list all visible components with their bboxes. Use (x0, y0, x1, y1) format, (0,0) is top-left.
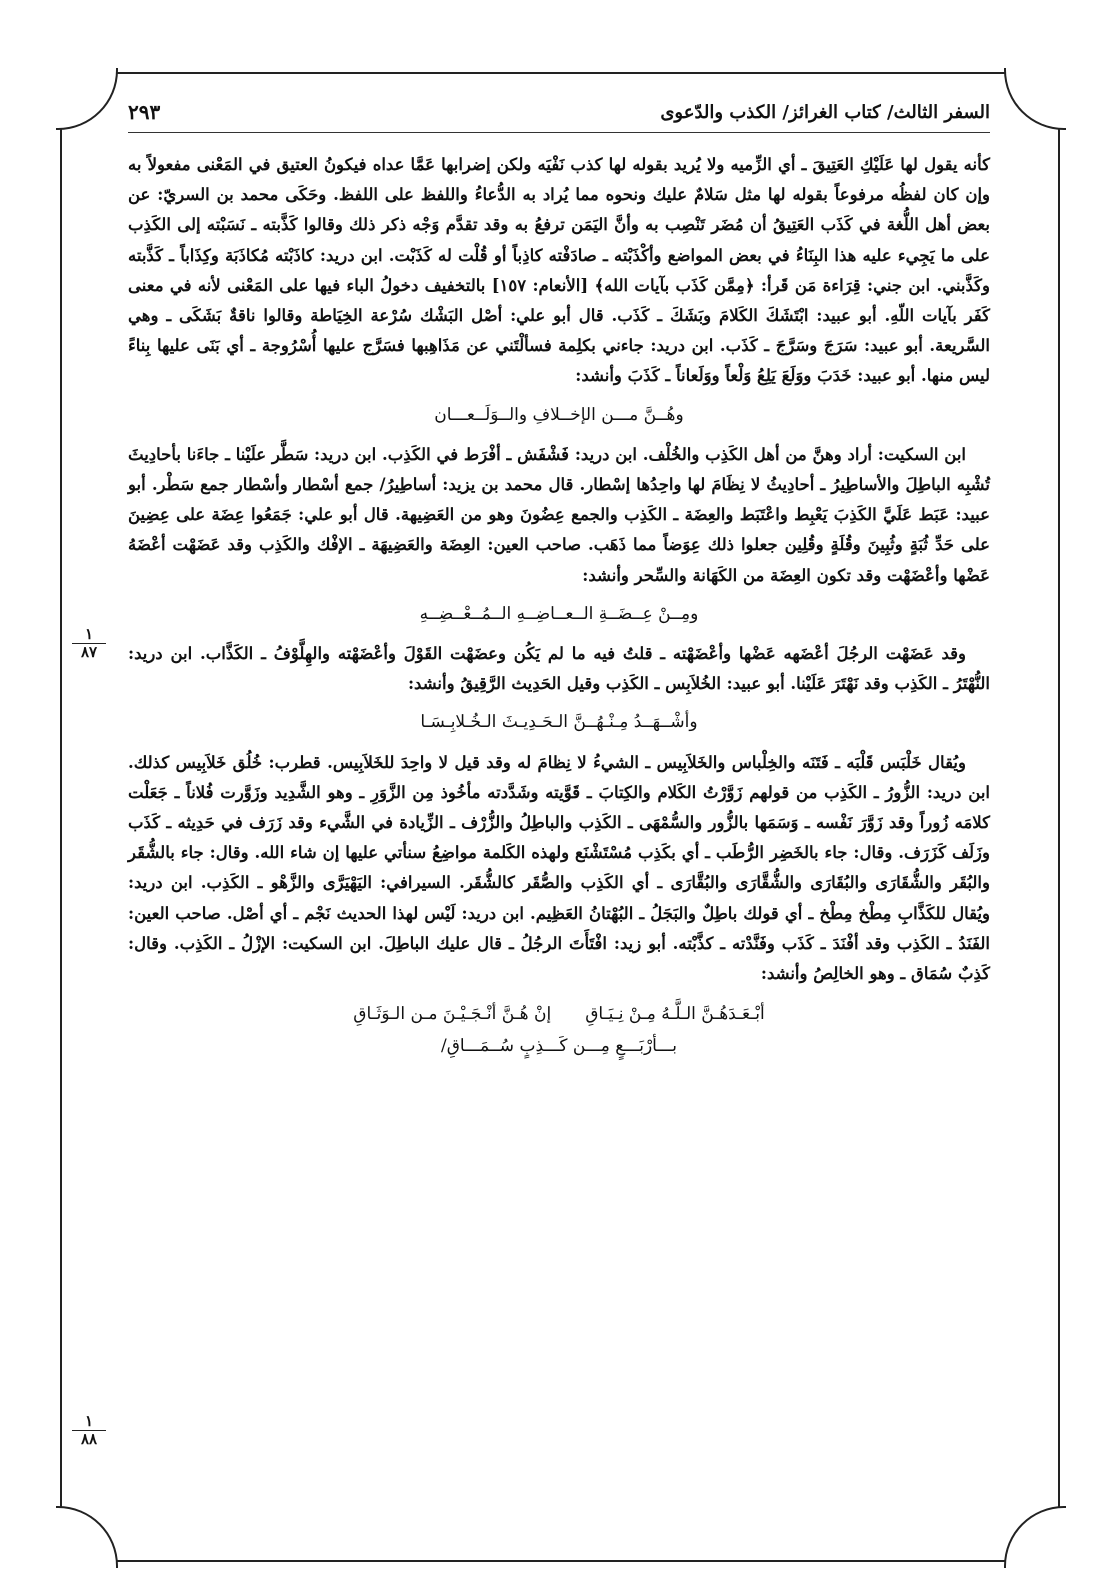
verse-hemistich-second: إنْ هُـنَّ أنْـجَـيْـنَ مـن الـوَثَـاقِ (353, 1004, 552, 1025)
verse-line: بـــأرْبَـــعٍ مِـــن كَـــذِبٍ سُــمَـــاقِ/ (440, 1036, 678, 1057)
margin-marker-page: ٨٧ (80, 643, 98, 661)
paragraph: ويُقال خَلْبَس قَلْبَه ـ فَتَنَه والخِلْباس والخَلاَبِيس ـ الشيءُ لا نِظامَ له وقد قيل لا واحِدَ للخَلاَبِيس. قطرب: خُلُق خَلاَبِيس كذلك. ابن دريد: الزُّورُ ـ الكَذِب من قولهم زَوَّرْتُ الكَلام والكِتابَ ـ قَوَّيته وشَدَّدته مأخُوذ مِن الزَّوَرِ ـ وهو الشَّدِيد وزَوَّرت فُلاناً ـ جَعَلْت كلامَه زُوراً وقد زَوَّرَ نَفْسه ـ وَسَمَها بالزُّور والسُّمْهَى ـ الكَذِب والباطِلُ والزُّرْف ـ الزِّيادة في الشَّيء وقد زَرَف في حَدِيثه ـ كَذَب وزَلَف كَزَرَف. وقال: جاء بالخَضِر الرُّطَب ـ أي بكَذِب مُسْتَشْنَع ولهذه الكَلمة مواضِعُ سنأتي عليها إن شاء الله. وقال: جاء بالشُّقَر والبُقَر والشُّقَارَى والبُقَارَى والشُّقَّارَى والبُقَّارَى ـ أي الكَذِب والصُّقَر كالشُّقَر. السيرافي: اليَهْيَرَّى والزَّهْو ـ الكَذِب. ابن دريد: ويُقال للكَذَّابِ مِطْخ مِطْخ ـ أي قولك باطِلٌ والبَجَلُ ـ البُهْتانُ العَظِيم. ابن دريد: لَيْس لهذا الحديث نَجْم ـ أي أصْل. صاحب العين: الفَنَدُ ـ الكَذِب وقد أفْنَدَ ـ كَذَب وفَنَّدْته ـ كذَّبْته. أبو زيد: افْتَأَتَ الرجُلُ ـ قال عليك الباطِلَ. ابن السكيت: الإزْلُ ـ الكَذِب. وقال: كَذِبٌ سُمَاق ـ وهو الخالِصُ وأنشد: (128, 752, 991, 984)
page-header (128, 92, 990, 133)
page-number: ٢٩٣ (128, 100, 161, 124)
margin-marker-page: ٨٨ (80, 1430, 98, 1448)
running-title: السفر الثالث/ كتاب الغرائز/ الكذب والدّعوى (660, 101, 990, 123)
paragraph: ابن السكيت: أراد وهنَّ من أهل الكَذِب والخُلْف. ابن دريد: فَشْفَش ـ أفْرَط في الكَذِب. ابن دريد: سَطَّر علَيْنا ـ جاءَنا بأحادِيثَ تُشْبِه الباطِلَ والأساطِيرُ ـ أحادِيثُ لا نِظَامَ لها واحِدُها إسْطار. قال محمد بن يزيد: أساطِيرُ/ جمع أسْطار وأسْطار جمع سَطْر. أبو عبيد: عَبَط عَلَيَّ الكَذِبَ يَعْبِط واعْتَبَط والعِضَة ـ الكَذِب والجمع عِضُونَ وهو من العَضِيهة. قال أبو علي: جَمَعُوا عِضَة على عِضِينَ على حَدِّ ثُبَةٍ وثُبِينَ وقُلَةٍ وقُلِين جعلوا ذلك عِوَضاً مما ذَهَب. صاحب العين: العِضَة والعَضِيهَة ـ الإفْك والكَذِب وقد عَضَهْت أعْضَهُ عَضْها وأعْضَهْت وقد تكون العِضَة من الكَهَانة والسِّحر وأنشد: (128, 444, 990, 585)
margin-marker-volume: ١ (72, 1413, 106, 1431)
paragraph: كأنه يقول لها عَلَيْكِ العَتِيقَ ـ أي الزِّميه ولا يُريد بقوله لها كذب نَفْيَه ولكن إضرابها عَمَّا عداه فيكونُ العتيق في المَعْنى مفعولاً به وإن كان لفظُه مرفوعاً بقوله لها مثل سَلامٌ عليك ونحوه مما يُراد به الدُّعاءُ واللفظ على اللفظ. وحَكَى محمد بن السريّ: عن بعض أهل اللُّغة في كَذَب العَتِيقُ أن مُضَر تَنْصِب به وأنَّ اليَمَن ترفعُ به وقد تقدَّم وَجْه ذكر ذلك وقالوا كَذَّبته ـ نَسَبْته إلى الكَذِب على ما يَجِيء عليه هذا البِنَاءُ في بعض المواضع وأكْذَبْته ـ صادَفْته كاذِباً أو قُلْت له كَذَبْت. ابن دريد: كاذَبْته مُكاذَبَة وكِذَاباً ـ كَذَّبته وكَذَّبني. ابن جني: قِرَاءة مَن قَرأ: ﴿مِمَّن كَذَب بآيات الله﴾ [الأنعام: ١٥٧] بالتخفيف دخولُ الباء فيها على المَعْنى لأنه في معنى كَفَر بآيات اللّهِ. أبو عبيد: ابْتَشَكَ الكَلامَ وبَشَكَ ـ كَذَب. قال أبو علي: أصْل البَشْك سُرْعة الخِيَاطة وقالوا ناقةٌ بَشَكَى ـ وهي السَّريعة. أبو عبيد: سَرَجَ وسَرَّجَ ـ كَذَب. ابن دريد: جاءني بكلِمة فسألْتَني عن مَذَاهِبها فسَرَّج عليها أُسْرُوجة ـ أي بَنَى عليها بِناءً ليس منها. أبو عبيد: خَدَبَ ووَلَعَ يَلِعُ وَلْعاً ووَلَعاناً ـ كَذَبَ وأنشد: (128, 155, 991, 386)
margin-page-marker (72, 1413, 106, 1448)
verse-line: ومِــنْ عِــضَــةِ الــعــاضِــهِ الــمُــعْــضِــهِ (419, 603, 699, 624)
main-text (128, 150, 990, 1062)
verse-hemistich-first: أبْـعَـدَهُـنَّ الـلَّـهُ مِـنْ نِـيَـاقِ (585, 1004, 765, 1025)
margin-marker-volume: ١ (72, 626, 106, 644)
margin-page-marker (72, 626, 106, 661)
paragraph: وقد عَضَهْت الرجُلَ أعْضَهه عَضْها وأعْضَهْته ـ قلتُ فيه ما لم يَكُن وعضَهْت القَوْلَ وأعْضَهْته والهِلَّوْفُ ـ الكَذَّاب. ابن دريد: النُّهْتَرُ ـ الكَذِب وقد نَهْتَرَ عَلَيْنا. أبو عبيد: الخُلاَبِس ـ الكَذِب وقيل الحَدِيث الرَّقِيقُ وأنشد: (128, 644, 990, 694)
verse-line: وهُــنَّ مـــن الإخــلافِ والــوَلَــعـــان (434, 404, 684, 425)
verse-couplet (128, 999, 990, 1029)
verse-line: وأشْــهَــدُ مِـنْـهُــنَّ الـحَـدِيـثَ الـخُـلابِـسَـا (420, 712, 698, 733)
